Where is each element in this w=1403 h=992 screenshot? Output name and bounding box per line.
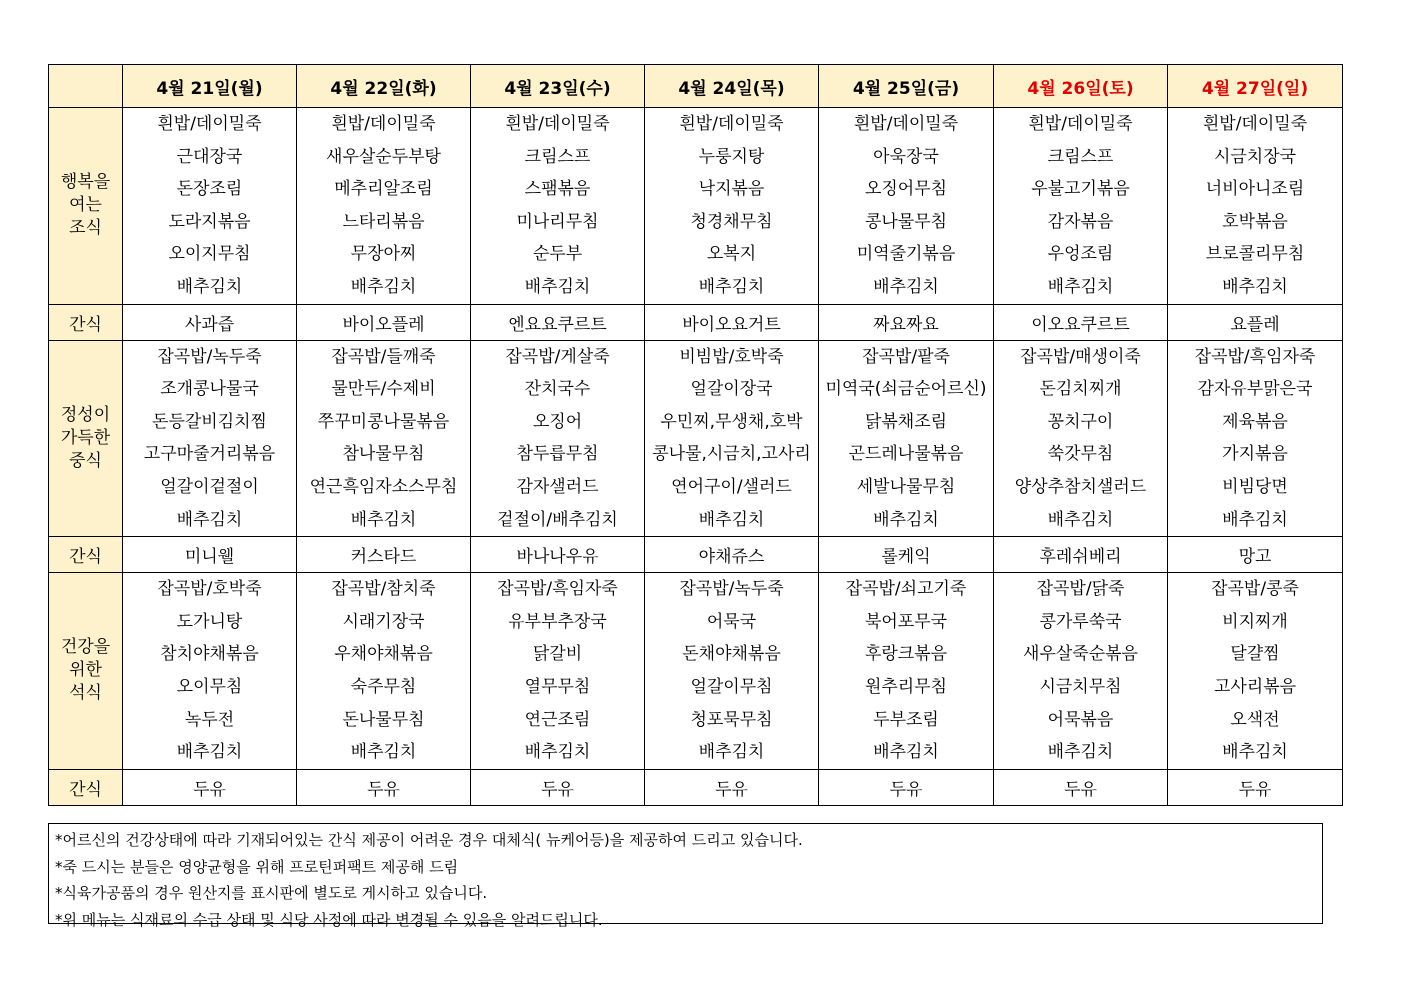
dish-item: 쑥갓무침 [1047, 444, 1114, 465]
dish-item: 물만두/수제비 [331, 379, 436, 400]
dish-item: 배추김치 [350, 742, 417, 763]
dish-item: 연어구이/샐러드 [671, 476, 792, 497]
dish-item: 아욱장국 [873, 146, 939, 167]
dish-item: 두부조림 [873, 709, 939, 730]
dish-item: 크림스프 [1047, 146, 1114, 167]
note-line: *어르신의 건강상태에 따라 기재되어있는 간식 제공이 어려운 경우 대체식( 뉴케어등)을 제공하여 드리고 있습니다. [55, 831, 803, 849]
day-header: 4월 25일(금) [819, 65, 994, 108]
dish-item: 잔치국수 [524, 379, 591, 400]
dish-item: 우채야채볶음 [334, 644, 433, 665]
meal-label-line: 석식 [69, 683, 102, 704]
dish-item: 크림스프 [524, 146, 591, 167]
meal-cell [994, 573, 1168, 770]
meal-cell [471, 108, 645, 305]
dish-item: 얼갈이무침 [690, 676, 773, 697]
snack-label: 간식 [49, 537, 123, 573]
meal-label-line: 여는 [69, 195, 102, 216]
dish-item: 누룽지탕 [698, 146, 765, 167]
dish-item: 도가니탕 [176, 611, 243, 632]
meal-cell [123, 108, 297, 305]
dish-item: 우불고기볶음 [1031, 179, 1130, 200]
meal-cell [471, 340, 645, 537]
dish-item: 잡곡밥/게살죽 [505, 346, 610, 367]
snack-label: 간식 [49, 769, 123, 805]
dish-item: 콩가루쑥국 [1039, 611, 1122, 632]
day-header-saturday: 4월 26일(토) [994, 65, 1168, 108]
dish-item: 겉절이/배추김치 [497, 509, 618, 530]
day-header: 4월 24일(목) [645, 65, 819, 108]
dish-item: 콩나물무침 [864, 211, 948, 232]
dish-item: 고사리볶음 [1213, 676, 1297, 697]
dish-item: 참두릅무침 [516, 444, 599, 465]
dish-item: 느타리볶음 [342, 211, 425, 232]
dish-item: 배추김치 [176, 276, 243, 297]
dish-item: 도라지볶음 [168, 211, 251, 232]
dish-item: 얼갈이장국 [690, 379, 773, 400]
meal-cell [1168, 340, 1343, 537]
dish-item: 돈등갈비김치찜 [152, 411, 267, 432]
dish-item: 잡곡밥/닭죽 [1036, 579, 1125, 600]
dish-item: 얼갈이겉절이 [160, 476, 259, 497]
dish-item: 근대장국 [176, 146, 243, 167]
dish-item: 감자유부맑은국 [1197, 379, 1313, 400]
meal-label-line: 중식 [69, 450, 102, 471]
dish-item: 배추김치 [1222, 509, 1288, 530]
meal-cell [123, 340, 297, 537]
snack-cell: 두유 [819, 769, 994, 805]
dish-item: 콩나물,시금치,고사리 [652, 444, 811, 465]
snack-cell: 미니웰 [123, 537, 297, 573]
dish-item: 고구마줄거리볶음 [143, 444, 276, 465]
dish-item: 잡곡밥/녹두죽 [157, 346, 262, 367]
dish-item: 오이지무침 [168, 244, 251, 265]
dish-item: 새우살순두부탕 [326, 146, 441, 167]
dish-item: 유부부추장국 [508, 611, 607, 632]
dish-item: 우민찌,무생채,호박 [660, 411, 803, 432]
meal-label-line: 위한 [69, 660, 102, 681]
snack-row [49, 304, 1343, 340]
dish-item: 비지찌개 [1222, 611, 1288, 632]
snack-cell: 망고 [1168, 537, 1343, 573]
dish-item: 달걀찜 [1230, 644, 1280, 665]
dish-item: 낙지볶음 [698, 179, 765, 200]
dish-item: 배추김치 [1047, 509, 1114, 530]
snack-cell: 바이오요거트 [645, 304, 819, 340]
meal-cell [994, 108, 1168, 305]
meal-cell [297, 573, 471, 770]
dish-item: 흰밥/데이밀죽 [157, 114, 262, 134]
dish-item: 배추김치 [873, 276, 939, 297]
dish-item: 청경채무침 [690, 211, 773, 232]
day-header: 4월 21일(월) [123, 65, 297, 108]
dish-item: 감자샐러드 [516, 476, 599, 497]
snack-cell: 두유 [645, 769, 819, 805]
dish-item: 참치야채볶음 [160, 644, 259, 665]
meal-cell [1168, 573, 1343, 770]
snack-cell: 커스타드 [297, 537, 471, 573]
dish-item: 숙주무침 [350, 676, 417, 697]
dish-item: 잡곡밥/콩죽 [1211, 579, 1299, 600]
meal-cell [123, 573, 297, 770]
note-line: *위 메뉴는 식재료의 수급 상태 및 식당 사정에 따라 변경될 수 있음을 알려드립니다. [55, 910, 603, 929]
meal-label-line: 가득한 [60, 427, 111, 448]
meal-cell [994, 340, 1168, 537]
dish-item: 감자볶음 [1047, 211, 1114, 232]
dish-item: 배추김치 [698, 276, 765, 297]
dish-item: 북어포무국 [864, 611, 948, 632]
snack-row [49, 769, 1343, 805]
dish-item: 배추김치 [524, 742, 591, 763]
meal-cell [297, 108, 471, 305]
meal-label-line: 건강을 [60, 637, 111, 658]
snack-cell: 롤케익 [819, 537, 994, 573]
dish-item: 세발나물무침 [856, 476, 956, 497]
dish-item: 미나리무침 [516, 211, 599, 232]
snack-label: 간식 [49, 304, 123, 340]
dish-item: 배추김치 [1222, 276, 1288, 297]
day-header: 4월 22일(화) [297, 65, 471, 108]
dish-item: 무장아찌 [350, 244, 417, 265]
dish-item: 양상추참치샐러드 [1014, 476, 1147, 497]
dish-item: 스팸볶음 [524, 179, 591, 200]
note-line: *죽 드시는 분들은 영양균형을 위해 프로틴퍼팩트 제공해 드림 [55, 857, 459, 876]
snack-cell: 이오요쿠르트 [994, 304, 1168, 340]
header-row [49, 65, 1343, 108]
dish-item: 후랑크볶음 [864, 644, 948, 665]
dish-item: 브로콜리무침 [1205, 244, 1305, 265]
dish-item: 오징어 [532, 411, 583, 432]
dish-item: 잡곡밥/팥죽 [862, 346, 950, 367]
dish-item: 새우살죽순볶음 [1023, 644, 1138, 665]
dish-item: 오복지 [706, 244, 757, 265]
dish-item: 시금치무침 [1039, 676, 1122, 697]
dish-item: 닭갈비 [532, 644, 583, 665]
dish-item: 잡곡밥/흑임자죽 [497, 579, 618, 600]
snack-cell: 두유 [123, 769, 297, 805]
dish-item: 배추김치 [1047, 742, 1114, 763]
meal-cell [471, 573, 645, 770]
dish-item: 잡곡밥/매생이죽 [1020, 346, 1141, 367]
corner-cell [49, 65, 123, 108]
dish-item: 미역국(쇠금순어르신) [825, 379, 987, 400]
dish-item: 연근흑임자소스무침 [309, 476, 458, 497]
dish-item: 잡곡밥/호박죽 [157, 579, 262, 600]
meal-cell [645, 340, 819, 537]
dish-item: 꽁치구이 [1047, 411, 1114, 432]
dish-item: 오이무침 [176, 676, 243, 697]
meal-label [49, 108, 123, 305]
snack-cell: 사과즙 [123, 304, 297, 340]
snack-cell: 두유 [471, 769, 645, 805]
meal-cell [297, 340, 471, 537]
meal-row [49, 108, 1343, 305]
dish-item: 배추김치 [1222, 742, 1288, 763]
dish-item: 잡곡밥/녹두죽 [679, 579, 784, 600]
meal-cell [1168, 108, 1343, 305]
meal-row [49, 573, 1343, 770]
dish-item: 곤드레나물볶음 [848, 444, 964, 465]
meal-cell [819, 340, 994, 537]
dish-item: 가지볶음 [1222, 444, 1288, 465]
dish-item: 배추김치 [176, 509, 243, 530]
dish-item: 닭볶채조림 [864, 411, 948, 432]
dish-item: 잡곡밥/흑임자죽 [1194, 346, 1316, 367]
dish-item: 배추김치 [1047, 276, 1114, 297]
dish-item: 오색전 [1230, 709, 1280, 730]
dish-item: 조개콩나물국 [160, 379, 259, 400]
snack-row [49, 537, 1343, 573]
meal-label-line: 정성이 [60, 404, 111, 425]
dish-item: 비빔당면 [1222, 476, 1288, 497]
dish-item: 흰밥/데이밀죽 [853, 114, 959, 134]
meal-label [49, 573, 123, 770]
dish-item: 청포묵무침 [690, 709, 773, 730]
snack-cell: 야채쥬스 [645, 537, 819, 573]
dish-item: 시래기장국 [342, 611, 425, 632]
dish-item: 제육볶음 [1222, 411, 1288, 432]
dish-item: 오징어무침 [864, 179, 948, 200]
dish-item: 배추김치 [873, 509, 939, 530]
dish-item: 흰밥/데이밀죽 [1028, 114, 1133, 134]
weekly-menu-table [48, 64, 1343, 806]
dish-item: 어묵국 [706, 611, 757, 632]
dish-item: 돈나물무침 [342, 709, 425, 730]
dish-item: 잡곡밥/참치죽 [331, 579, 436, 600]
dish-item: 어묵볶음 [1047, 709, 1114, 730]
dish-item: 배추김치 [176, 742, 243, 763]
dish-item: 열무무침 [524, 676, 591, 697]
dish-item: 잡곡밥/쇠고기죽 [845, 579, 967, 600]
dish-item: 돈김치찌개 [1039, 379, 1122, 400]
dish-item: 배추김치 [350, 509, 417, 530]
dish-item: 순두부 [532, 244, 583, 265]
dish-item: 비빔밥/호박죽 [679, 346, 784, 367]
dish-item: 흰밥/데이밀죽 [679, 114, 784, 134]
snack-cell: 엔요요쿠르트 [471, 304, 645, 340]
dish-item: 돈채야채볶음 [682, 644, 781, 665]
dish-item: 우엉조림 [1047, 244, 1114, 265]
meal-label-line: 행복을 [60, 172, 111, 193]
dish-item: 흰밥/데이밀죽 [1202, 114, 1308, 134]
snack-cell: 짜요짜요 [819, 304, 994, 340]
dish-item: 호박볶음 [1222, 211, 1288, 232]
dish-item: 배추김치 [698, 509, 765, 530]
dish-item: 연근조림 [524, 709, 591, 730]
meal-cell [819, 108, 994, 305]
meal-cell [645, 108, 819, 305]
snack-cell: 두유 [1168, 769, 1343, 805]
snack-cell: 요플레 [1168, 304, 1343, 340]
dish-item: 잡곡밥/들깨죽 [331, 346, 436, 367]
meal-label-line: 조식 [69, 218, 102, 239]
dish-item: 쭈꾸미콩나물볶음 [317, 411, 450, 432]
dish-item: 녹두전 [184, 709, 235, 730]
snack-cell: 두유 [994, 769, 1168, 805]
meal-row [49, 340, 1343, 537]
snack-cell: 바이오플레 [297, 304, 471, 340]
snack-cell: 바나나우유 [471, 537, 645, 573]
dish-item: 참나물무침 [342, 444, 425, 465]
dish-item: 배추김치 [698, 742, 765, 763]
dish-item: 흰밥/데이밀죽 [331, 114, 436, 134]
snack-cell: 후레쉬베리 [994, 537, 1168, 573]
meal-label [49, 340, 123, 537]
meal-cell [645, 573, 819, 770]
dish-item: 배추김치 [873, 742, 939, 763]
dish-item: 원추리무침 [864, 676, 948, 697]
dish-item: 돈장조림 [176, 179, 243, 200]
dish-item: 흰밥/데이밀죽 [505, 114, 610, 134]
snack-cell: 두유 [297, 769, 471, 805]
dish-item: 미역줄기볶음 [856, 244, 956, 265]
day-header-sunday: 4월 27일(일) [1168, 65, 1343, 108]
dish-item: 배추김치 [524, 276, 591, 297]
notes-box [48, 823, 1323, 929]
dish-item: 시금치장국 [1213, 146, 1297, 167]
dish-item: 너비아니조림 [1205, 179, 1305, 200]
meal-cell [819, 573, 994, 770]
note-line: *식육가공품의 경우 원산지를 표시판에 별도로 게시하고 있습니다. [55, 884, 488, 902]
dish-item: 배추김치 [350, 276, 417, 297]
dish-item: 메추리알조림 [334, 179, 433, 200]
day-header: 4월 23일(수) [471, 65, 645, 108]
